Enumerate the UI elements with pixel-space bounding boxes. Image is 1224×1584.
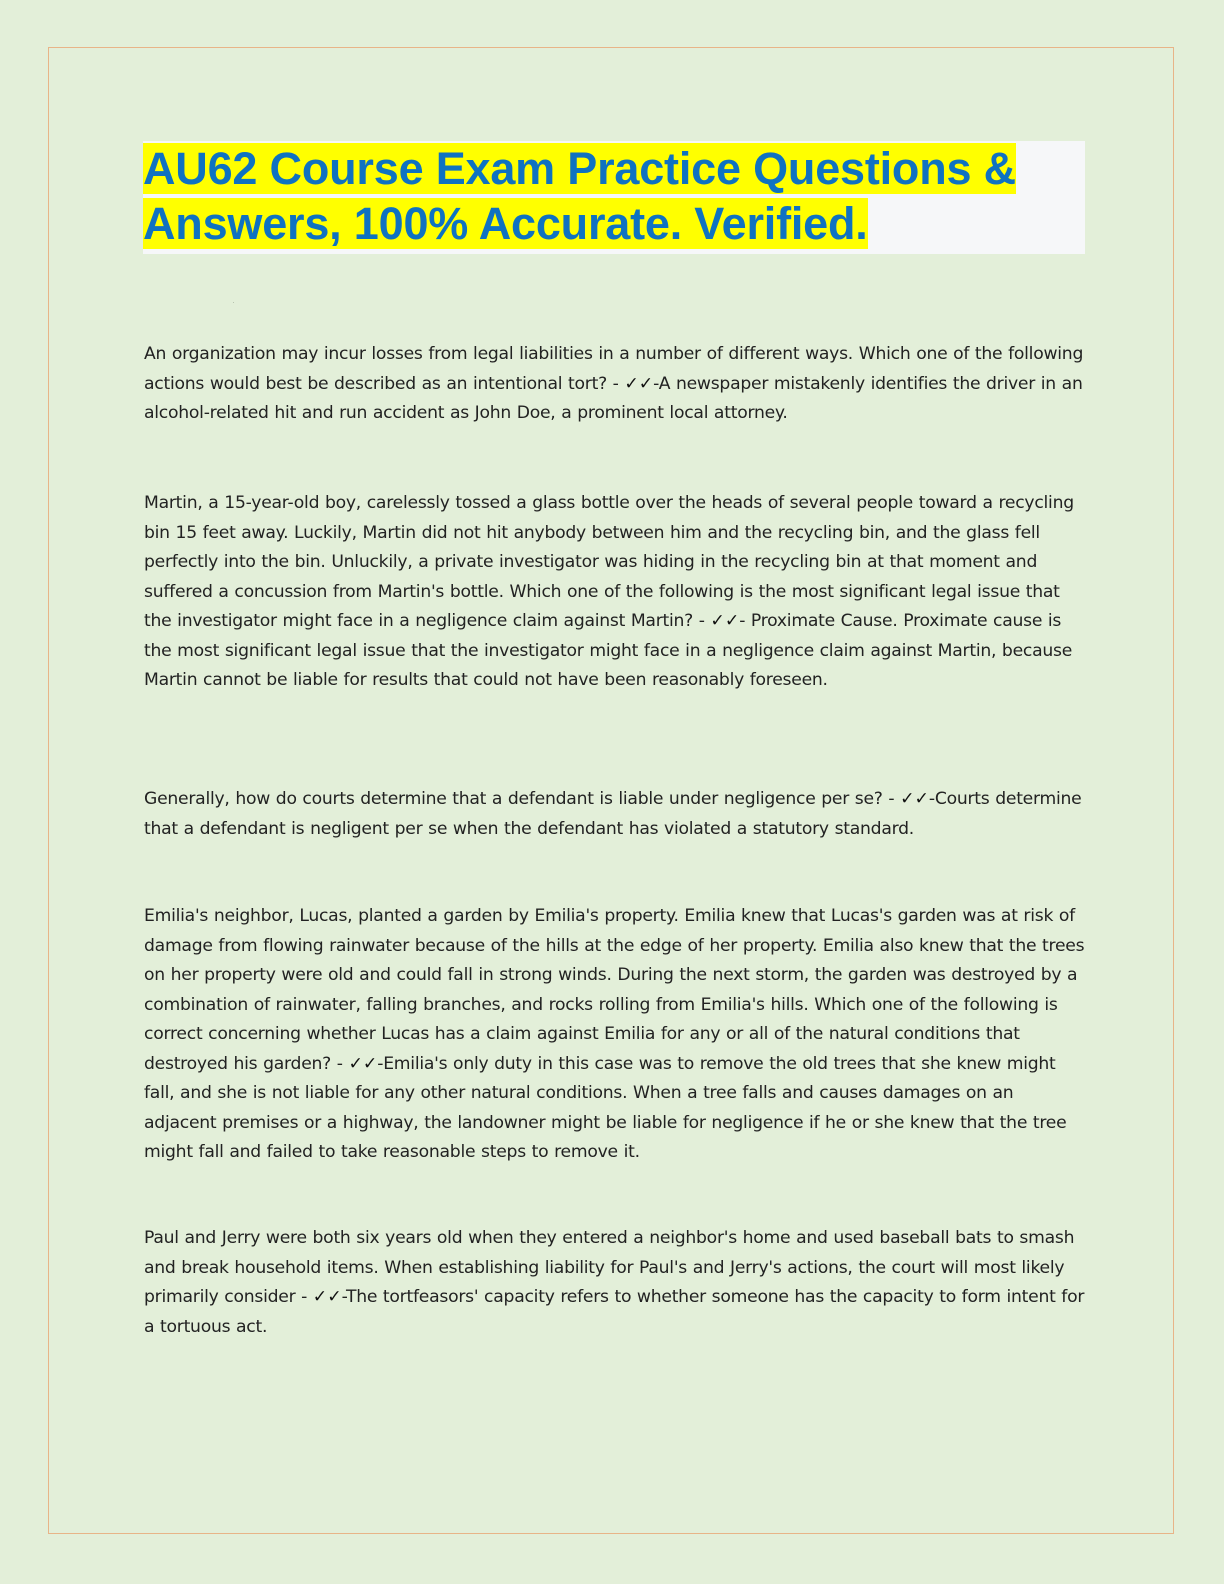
qa-item-3 <box>144 785 1089 844</box>
answer-text: -Emilia's only duty in this case was to remove the old trees that she knew might fall, and she is not liable for any other natural conditions. When a tree falls and causes damages on an adjacent premises or a highway, the landowner might be liable for negligence if he or she knew that the tree might fall and failed to take reasonable steps to remove it. <box>144 1053 1067 1162</box>
answer-text: - Proximate Cause. Proximate cause is the most significant legal issue that the investigator might face in a negligence claim against Martin, because Martin cannot be liable for results that could not have been reasonably foreseen. <box>144 611 1073 690</box>
answer-text: -Courts determine that a defendant is negligent per se when the defendant has violated a statutory standard. <box>144 789 1082 839</box>
document-title <box>143 141 1085 251</box>
checkmark-icon: ✓✓ <box>900 789 929 809</box>
question-text: Generally, how do courts determine that a defendant is liable under negligence per se? - <box>144 789 901 809</box>
title-block <box>143 141 1085 254</box>
question-text: Paul and Jerry were both six years old when they entered a neighbor's home and used baseball bats to smash and break household items. When establishing liability for Paul's and Jerry's actions, the court will most likely primarily consider - <box>144 1228 1075 1307</box>
answer-text: -The tortfeasors' capacity refers to whether someone has the capacity to form intent for a tortuous act. <box>144 1287 1085 1337</box>
checkmark-icon: ✓✓ <box>710 611 740 631</box>
title-highlight: AU62 Course Exam Practice Questions & Answers, 100% Accurate. Verified. <box>143 143 1016 249</box>
question-text: Emilia's neighbor, Lucas, planted a garden by Emilia's property. Emilia knew that Lucas's garden was at risk of damage from flowing rainwater because of the hills at the edge of her property. Emilia also knew that the trees on her property were old and could fall in strong winds. During the next storm, the garden was destroyed by a combination of rainwater, falling branches, and rocks rolling from Emilia's hills. Which one of the following is correct concerning whether Lucas has a claim against Emilia for any or all of the natural conditions that destroyed his garden? - <box>144 906 1085 1074</box>
question-text: An organization may incur losses from legal liabilities in a number of different ways. Which one of the following actions would best be described as an intentional tort? - <box>144 344 1084 394</box>
stray-dot <box>233 302 234 303</box>
qa-item-5 <box>144 1224 1089 1342</box>
question-text: Martin, a 15-year-old boy, carelessly tossed a glass bottle over the heads of several people toward a recycling bin 15 feet away. Luckily, Martin did not hit anybody between him and the recycling bin, and the glass fell perfectly into the bin. Unluckily, a private investigator was hiding in the recycling bin at that moment and suffered a concussion from Martin's bottle. Which one of the following is the most significant legal issue that the investigator might face in a negligence claim against Martin? - <box>144 493 1074 631</box>
qa-item-4 <box>144 902 1089 1168</box>
qa-item-1 <box>144 340 1089 429</box>
checkmark-icon: ✓✓ <box>312 1287 342 1307</box>
qa-item-2 <box>144 489 1089 696</box>
answer-text: -A newspaper mistakenly identifies the driver in an alcohol-related hit and run accident as John Doe, a prominent local attorney. <box>144 373 1083 423</box>
checkmark-icon: ✓✓ <box>624 373 654 394</box>
checkmark-icon: ✓✓ <box>348 1053 378 1074</box>
